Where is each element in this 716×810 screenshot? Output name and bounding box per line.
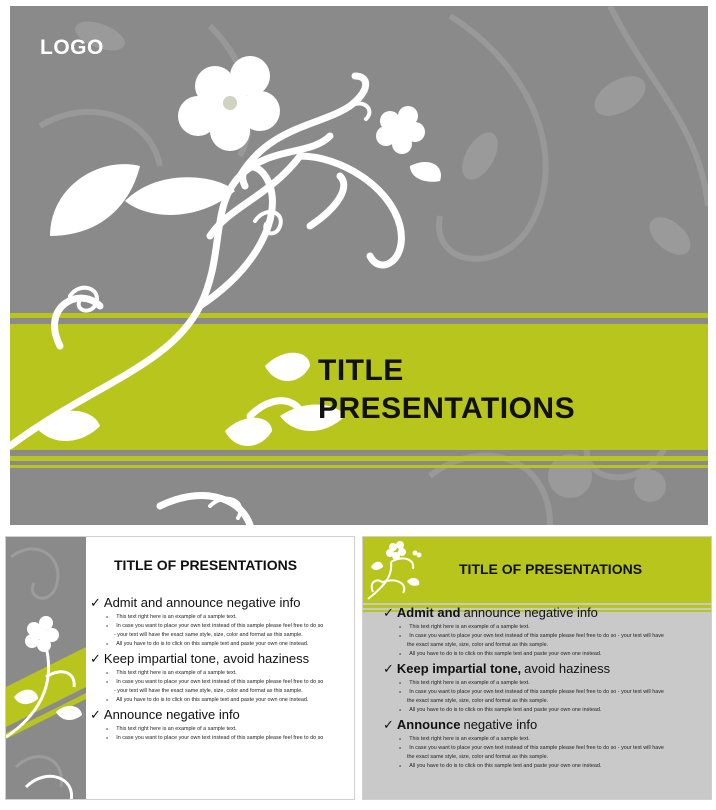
thumbnail-slide-right[interactable] bbox=[362, 536, 712, 800]
check-icon: ✓ bbox=[90, 707, 101, 722]
page-title bbox=[318, 352, 575, 428]
bullet-line: - your text will have the exact same style, size, color and format as this sample. bbox=[114, 632, 303, 638]
bullet-heading: ✓ Keep impartial tone, avoid haziness bbox=[90, 651, 310, 666]
bullet-heading: ✓ Admit and announce negative info bbox=[90, 595, 301, 610]
thumb-left-body bbox=[90, 591, 323, 741]
thumbnail-slide-left[interactable] bbox=[5, 536, 355, 800]
check-icon: ✓ bbox=[383, 661, 394, 676]
check-icon: ✓ bbox=[383, 605, 394, 620]
bullet-line: o This text right here is an example of a sample text. bbox=[106, 670, 237, 676]
bullet-heading: ✓ Keep impartial tone, avoid haziness bbox=[383, 661, 611, 676]
bullet-line: o This text right here is an example of a sample text. bbox=[106, 614, 237, 620]
logo-text: LOGO bbox=[40, 36, 104, 59]
bullet-heading: ✓ Announce negative info bbox=[90, 707, 240, 722]
bullet-line: o In case you want to place your own text instead of this sample please feel free to do so bbox=[106, 623, 324, 629]
check-icon: ✓ bbox=[90, 651, 101, 666]
main-slide bbox=[10, 6, 708, 525]
bullet-heading: ✓ Admit and announce negative info bbox=[383, 605, 598, 620]
thumb-left-title: TITLE OF PRESENTATIONS bbox=[114, 557, 298, 573]
bullet-line: o This text right here is an example of a sample text. bbox=[106, 726, 237, 732]
bullet-heading: ✓ Announce negative info bbox=[383, 717, 538, 732]
bullet-line: o All you have to do is to click on this sample text and paste your own one instead. bbox=[106, 697, 309, 703]
bullet-line: o All you have to do is to click on this sample text and paste your own one instead. bbox=[399, 707, 602, 713]
bullet-line: o In case you want to place your own text instead of this sample please feel free to do so - your text will have bbox=[399, 745, 664, 751]
bullet-line: the exact same style, size, color and format as this sample. bbox=[407, 754, 549, 760]
bullet-line: - your text will have the exact same style, size, color and format as this sample. bbox=[114, 688, 303, 694]
bullet-line: the exact same style, size, color and format as this sample. bbox=[407, 642, 549, 648]
bullet-line: o All you have to do is to click on this sample text and paste your own one instead. bbox=[106, 641, 309, 647]
bullet-line: o All you have to do is to click on this sample text and paste your own one instead. bbox=[399, 651, 602, 657]
bullet-line: o In case you want to place your own text instead of this sample please feel free to do so bbox=[106, 735, 324, 741]
check-icon: ✓ bbox=[383, 717, 394, 732]
bullet-line: the exact same style, size, color and format as this sample. bbox=[407, 698, 549, 704]
floral-swirl-icon bbox=[10, 6, 708, 525]
bullet-line: o This text right here is an example of a sample text. bbox=[399, 680, 530, 686]
bullet-line: o This text right here is an example of a sample text. bbox=[399, 736, 530, 742]
bullet-line: o All you have to do is to click on this sample text and paste your own one instead. bbox=[399, 763, 602, 769]
bullet-line: o In case you want to place your own text instead of this sample please feel free to do so - your text will have bbox=[399, 633, 664, 639]
bullet-line: o This text right here is an example of a sample text. bbox=[399, 624, 530, 630]
title-line-2: PRESENTATIONS bbox=[318, 392, 576, 425]
bullet-line: o In case you want to place your own text instead of this sample please feel free to do so bbox=[106, 679, 324, 685]
bullet-line: o In case you want to place your own text instead of this sample please feel free to do so - your text will have bbox=[399, 689, 664, 695]
check-icon: ✓ bbox=[90, 595, 101, 610]
title-line-1: TITLE bbox=[318, 354, 404, 387]
thumb-right-body bbox=[383, 601, 664, 769]
thumb-right-title: TITLE OF PRESENTATIONS bbox=[459, 561, 643, 577]
